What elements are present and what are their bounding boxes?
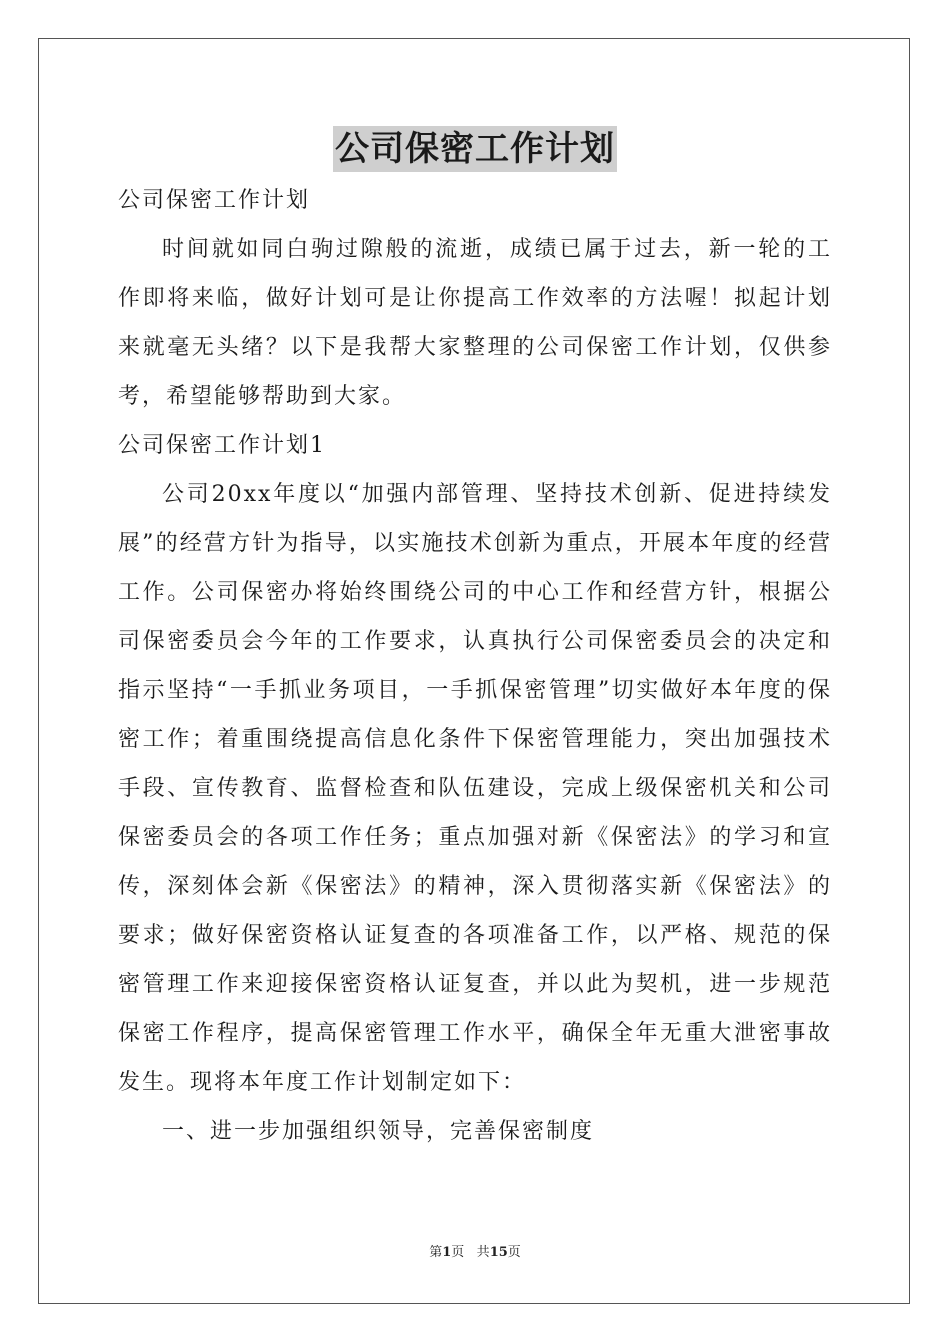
subtitle-paragraph: 公司保密工作计划 <box>118 188 311 213</box>
footer-total-pages: 15 <box>489 1245 508 1260</box>
footer-total-suffix: 页 <box>507 1245 521 1260</box>
intro-paragraph: 时间就如同白驹过隙般的流逝，成绩已属于过去，新一轮的工作即将来临，做好计划可是让你提高工作效率的方法喔！拟起计划来就毫无头绪？以下是我帮大家整理的公司保密工作计划，仅供参考，希望能够帮助到大家。 <box>118 237 832 409</box>
body-paragraph: 公司20xx年度以“加强内部管理、坚持技术创新、促进持续发展”的经营方针为指导，以实施技术创新为重点，开展本年度的经营工作。公司保密办将始终围绕公司的中心工作和经营方针，根据公司保密委员会今年的工作要求，认真执行公司保密委员会的决定和指示坚持“一手抓业务项目，一手抓保密管理”切实做好本年度的保密工作；着重围绕提高信息化条件下保密管理能力，突出加强技术手段、宣传教育、监督检查和队伍建设，完成上级保密机关和公司保密委员会的各项工作任务；重点加强对新《保密法》的学习和宣传，深刻体会新《保密法》的精神，深入贯彻落实新《保密法》的要求；做好保密资格认证复查的各项准备工作，以严格、规范的保密管理工作来迎接保密资格认证复查，并以此为契机，进一步规范保密工作程序，提高保密管理工作水平，确保全年无重大泄密事故发生。现将本年度工作计划制定如下： <box>118 482 832 1095</box>
title-area <box>0 126 950 172</box>
section-heading: 公司保密工作计划1 <box>118 433 326 458</box>
footer-total-prefix: 共 <box>476 1245 490 1260</box>
document-title: 公司保密工作计划 <box>333 126 617 172</box>
footer-prefix: 第 <box>429 1245 443 1260</box>
page-footer <box>0 1244 950 1262</box>
footer-page-suffix: 页 <box>451 1245 465 1260</box>
footer-page-number: 1 <box>442 1245 452 1260</box>
item-heading: 一、进一步加强组织领导，完善保密制度 <box>162 1119 595 1144</box>
document-body <box>118 176 832 1156</box>
